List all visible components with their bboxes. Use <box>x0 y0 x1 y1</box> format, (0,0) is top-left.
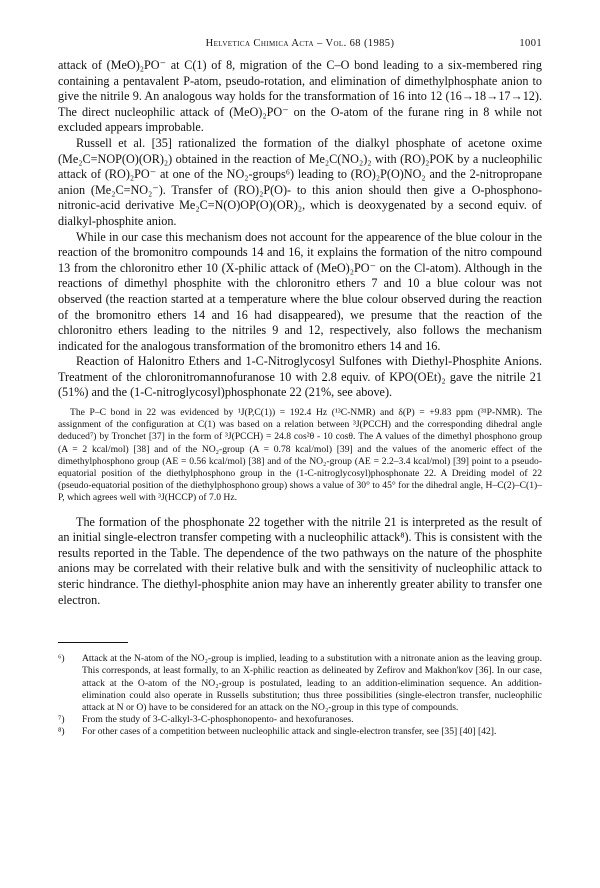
small-print-note <box>58 407 542 505</box>
footnotes <box>58 653 542 738</box>
footnote-mark: ⁶) <box>58 653 65 665</box>
footnote-6 <box>58 653 542 714</box>
footnote-text: Attack at the N-atom of the NO₂-group is implied, leading to a substitution with a nitronate anion as the leaving group. This corresponds, at least formally, to an X-philic reaction as delineated by Zefirov and Makhon'kov [36]. In our case, attack at the O-atom of the NO₂-group is postulated, leading to an addition-elimination sequence. An addition-elimination could also operate in Russells substitution; thus three possibilities (single-electron transfer, nucleophilic attack at N or O) have to be considered for an attack on the NO₂-group in this type of compounds. <box>82 653 542 714</box>
footnote-text: For other cases of a competition between nucleophilic attack and single-electron transfer, see [35] [40] [42]. <box>82 726 497 738</box>
paragraph-1: attack of (MeO)₂PO⁻ at C(1) of 8, migration of the C–O bond leading to a six-membered ring containing a pentavalent P-atom, pseudo-rotation, and elimination of dimethylphosphate anion to give the nitrile 9. An analogous way holds for the transformation of 16 into 12 (16→18→17→12). The direct nucleophilic attack of (MeO)₂PO⁻ on the O-atom of the furane ring in 8 while not excluded appears improbable. <box>58 58 542 135</box>
footnote-8 <box>58 726 542 738</box>
footnote-mark: ⁸) <box>58 726 65 738</box>
journal-page <box>58 38 542 739</box>
main-text <box>58 58 542 401</box>
footnote-7 <box>58 714 542 726</box>
paragraph-2: Russell et al. [35] rationalized the formation of the dialkyl phosphate of acetone oxime (Me₂C=NOP(O)(OR)₂) obtained in the reaction of Me₂C(NO₂)₂ with (RO)₂POK by a nucleophilic attack of (RO)₂PO⁻ at one of the NO₂-groups⁶) leading to (RO)₂P(O)NO₂ and the 2-nitropropane anion (Me₂C=NO₂⁻). Transfer of (RO)₂P(O)- to this anion should then give a O-phosphono-nitronic-acid derivative Me₂C=N(O)OP(O)(OR)₂, which is deoxygenated by a second equiv. of dialkyl-phosphite anion. <box>58 135 542 228</box>
footnote-mark: ⁷) <box>58 714 65 726</box>
paragraph-3: While in our case this mechanism does not account for the appearence of the blue colour in the reaction of the bromonitro compounds 14 and 16, it explains the formation of the nitro compound 13 from the chloronitro ether 10 (X-philic attack of (MeO)₂PO⁻ on the Cl-atom). Although in the reactions of dimethyl phosphite with the chloronitro ethers 7 and 10 a blue colour was not observed (the reaction started at a temperature where the blue colour observed during the reaction of the bromonitro ethers 14 and 16 had disappeared), we presume that the reaction of the chloronitro ethers leading to the nitriles 9 and 12, respectively, also follows the mechanism indicated for the analogous transformation of the bromonitro ethers 14 and 16. <box>58 229 542 353</box>
small-print-paragraph: The P–C bond in 22 was evidenced by ¹J(P,C(1)) = 192.4 Hz (¹³C-NMR) and δ(P) = +9.83 ppm (³¹P-NMR). The assignment of the configuration at C(1) was based on a relation between ³J(PCCH) and the corresponding dihedral angle deduced⁷) by Tronchet [37] in the form of ³J(PCCH) = 24.8 cos²θ - 10 cosθ. The A values of the dimethyl phosphono group (A = 2 kcal/mol) [38] and of the NO₂-group (A = 0.78 kcal/mol) [39] and the values of the anomeric effect of the dimethylphosphono group (AE = 0.56 kcal/mol) [38] and of the NO₂-group (AE = 2.2–3.4 kcal/mol) [39] point to a pseudo-equatorial position of the diethylphosphono group in the (1-C-nitroglycosyl)phosphonate 22. A Dreiding model of 22 (pseudo-equatorial position of the diethylphosphono group) shows a value of 30° to 45° for the dihedral angle, H–C(2)–C(1)–P, which agrees well with ³J(HCCP) of 7.0 Hz. <box>58 407 542 504</box>
journal-title: Helvetica Chimica Acta – Vol. 68 (1985) <box>205 38 395 49</box>
main-text-continued <box>58 515 542 609</box>
running-header <box>58 38 542 56</box>
page-number: 1001 <box>519 38 542 49</box>
paragraph-4: Reaction of Halonitro Ethers and 1-C-Nitroglycosyl Sulfones with Diethyl-Phosphite Anions. Treatment of the chloronitromannofuranose 10 with 2.8 equiv. of KPO(OEt)₂ gave the nitrile 21 (51%) and the (1-C-nitroglycosyl)phosphonate 22 (21%, see above). <box>58 354 542 400</box>
footnote-text: From the study of 3-C-alkyl-3-C-phosphonopento- and hexofuranoses. <box>82 714 354 726</box>
paragraph-5: The formation of the phosphonate 22 together with the nitrile 21 is interpreted as the result of an initial single-electron transfer competing with a nucleophilic attack⁸). This is consistent with the results reported in the Table. The dependence of the two pathways on the nature of the phosphite anions may be correlated with their relative bulk and with the sensitivity of nucleophilic attack to steric hindrance. The diethyl-phosphite anion may have an inherently greater ability to transfer one electron. <box>58 514 542 607</box>
footnote-rule <box>58 642 128 643</box>
